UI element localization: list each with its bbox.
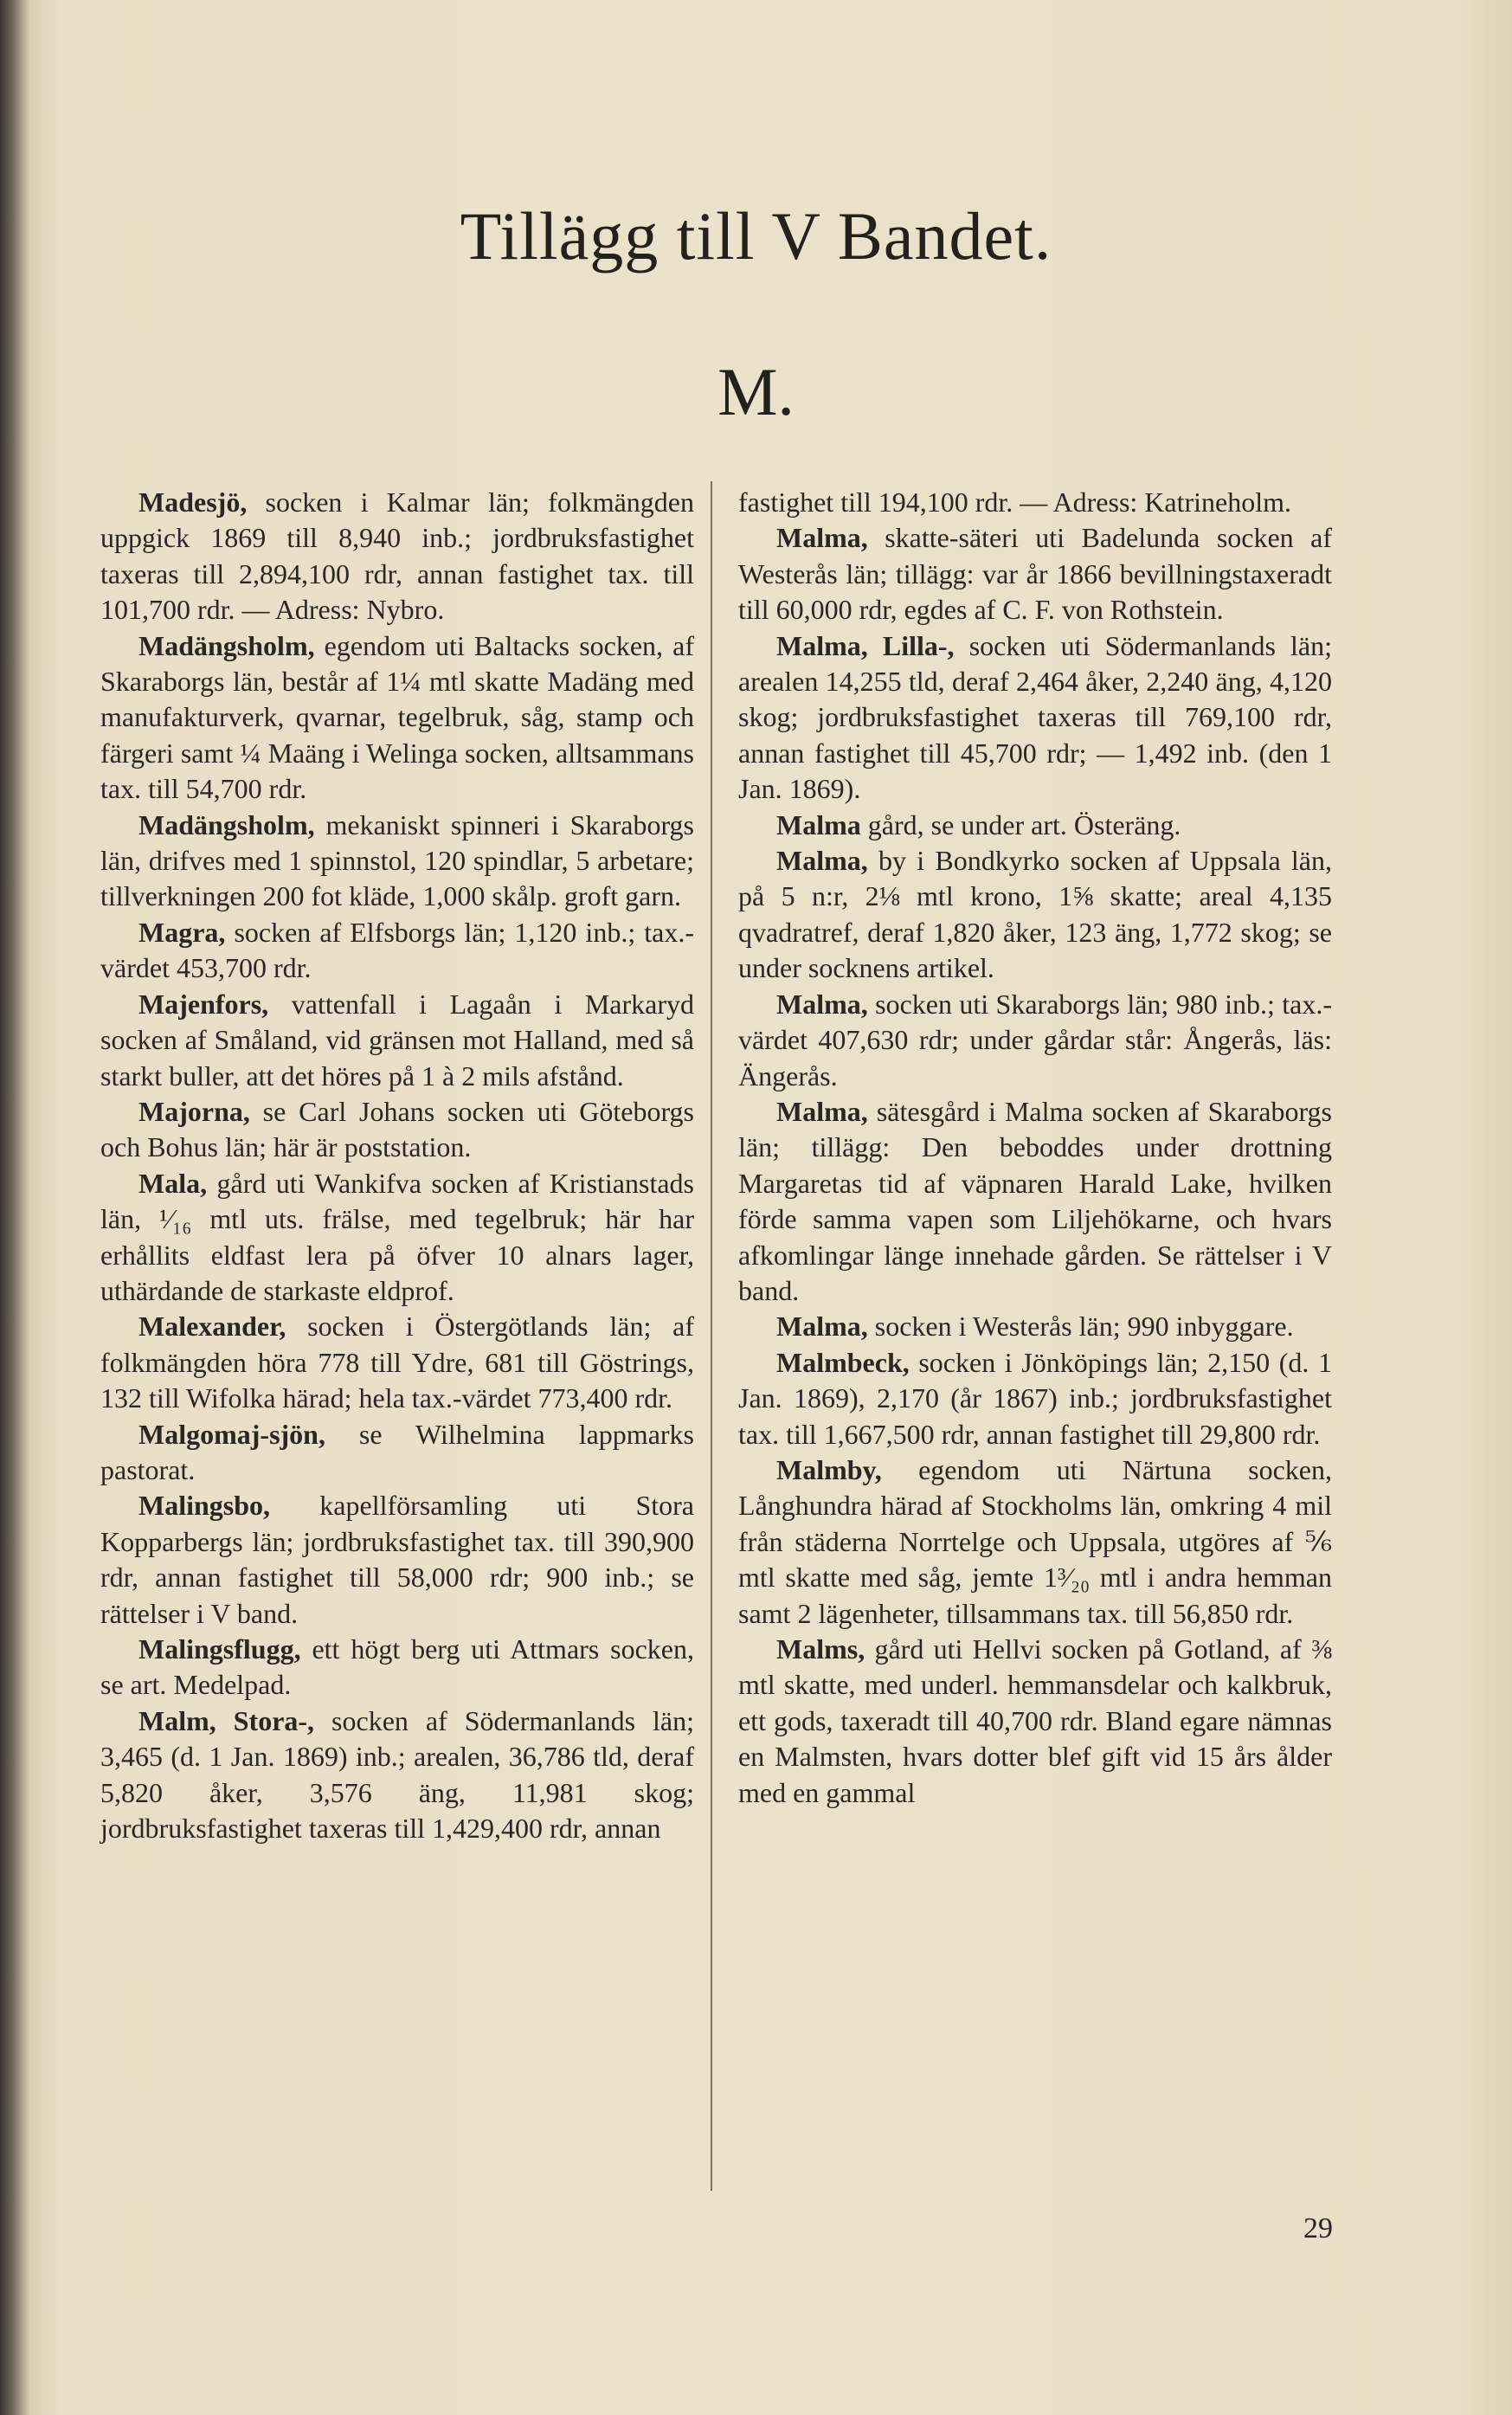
entry (100, 1417, 694, 1489)
entry-headword: Malgomaj-sjön, (138, 1418, 325, 1450)
entry-text: socken i Jönköpings län; 2,150 (d. 1 Jan. 1869), 2,170 (år 1867) inb.; jordbruksfastighet tax. till 1,667,500 rdr, annan fastighet till 29,800 rdr. (738, 1346, 1332, 1450)
entry (100, 987, 694, 1094)
entry (100, 1632, 694, 1703)
entry (738, 987, 1332, 1094)
entry-text: socken af Södermanlands län; 3,465 (d. 1 Jan. 1869) inb.; arealen, 36,786 tld, deraf 5,820 åker, 3,576 äng, 11,981 skog; jordbruksfastighet taxeras till 1,429,400 rdr, annan (100, 1704, 695, 1845)
entry-text: fastighet till 194,100 rdr. — Adress: Katrineholm. (738, 486, 1292, 518)
entry-text: vattenfall i Lagaån i Markaryd socken af Småland, vid gränsen mot Halland, med så starkt buller, att det höres på 1 à 2 mils afstånd. (100, 988, 694, 1092)
entry-text: mekaniskt spinneri i Skaraborgs län, drifves med 1 spinnstol, 120 spindlar, 5 arbetare; tillverkningen 200 fot kläde, 1,000 skålp. groft garn. (100, 808, 694, 912)
entry-headword: Malma (776, 808, 861, 840)
entry-text: socken af Elfsborgs län; 1,120 inb.; tax.-värdet 453,700 rdr. (100, 916, 694, 984)
entry-headword: Malma, Lilla-, (776, 629, 955, 661)
entry (738, 1632, 1332, 1811)
entry (100, 628, 694, 808)
entry-headword: Madängsholm, (138, 629, 315, 661)
entry-text: gård uti Wankifva socken af Kristianstads län, ¹⁄₁₆ mtl uts. frälse, med tegelbruk; här har erhållits eldfast lera på öfver 10 alnars lager, uthärdande de starkaste eldprof. (100, 1167, 694, 1306)
entry-text: se Wilhelmina lappmarks pastorat. (100, 1418, 694, 1485)
entry-headword: Madesjö, (138, 486, 248, 518)
entry-continuation (738, 485, 1332, 520)
entry-text: socken uti Skaraborgs län; 980 inb.; tax.-värdet 407,630 rdr; under gårdar står: Ångerås, läs: Ängerås. (738, 988, 1332, 1092)
entry-headword: Malma, (776, 988, 868, 1020)
entry-headword: Majenfors, (138, 988, 269, 1020)
entry-headword: Malexander, (138, 1311, 286, 1343)
column-divider (711, 481, 712, 2191)
entry-text: sätesgård i Malma socken af Skaraborgs län; tillägg: Den beboddes under drottning Margaretas tid af väpnaren Harald Lake, hvilken förde samma vapen som Liljehökarne, och hvars afkomlingar länge innehade gården. Se rättelser i V band. (738, 1095, 1332, 1306)
entry-text: by i Bondkyrko socken af Uppsala län, på 5 n:r, 2⅛ mtl krono, 1⅝ skatte; areal 4,135 qvadratref, deraf 1,820 åker, 123 äng, 1,772 skog; se under socknens artikel. (738, 845, 1332, 984)
entry-headword: Malma, (776, 845, 868, 877)
entry (100, 1488, 694, 1632)
entry-headword: Mala, (138, 1167, 208, 1199)
entry-headword: Malingsbo, (138, 1490, 271, 1522)
right-column (738, 485, 1332, 1811)
entry-text: ett högt berg uti Attmars socken, se art. Medelpad. (100, 1633, 694, 1701)
page-number: 29 (1303, 2212, 1333, 2244)
entry-headword: Malma, (776, 1311, 868, 1343)
entry (100, 1094, 694, 1166)
entry-headword: Malma, (776, 522, 868, 554)
entry (738, 520, 1332, 628)
entry-text: skatte-säteri uti Badelunda socken af Westerås län; tillägg: var år 1866 bevillningstaxeradt till 60,000 rdr, egdes af C. F. von Rothstein. (738, 522, 1332, 626)
entry-text: egendom uti Baltacks socken, af Skaraborgs län, består af 1¼ mtl skatte Madäng med manufakturverk, qvarnar, tegelbruk, såg, stamp och färgeri samt ¼ Maäng i Welinga socken, alltsammans tax. till 54,700 rdr. (100, 629, 694, 805)
entry (100, 808, 694, 915)
entry-text: socken i Östergötlands län; af folkmängden höra 778 till Ydre, 681 till Göstrings, 132 till Wifolka härad; hela tax.-värdet 773,400 rdr. (100, 1311, 694, 1414)
entry-headword: Malma, (776, 1095, 868, 1127)
entry-headword: Malm, Stora-, (138, 1704, 315, 1736)
entry (100, 1166, 694, 1310)
entry (738, 1452, 1332, 1632)
entry-text: kapellförsamling uti Stora Kopparbergs län; jordbruksfastighet tax. till 390,900 rdr, annan fastighet till 58,000 rdr; 900 inb.; se rättelser i V band. (100, 1490, 694, 1629)
entry (100, 1703, 694, 1847)
entry (100, 915, 694, 987)
entry (738, 1309, 1332, 1344)
entry-headword: Malmby, (776, 1453, 882, 1485)
entry (738, 843, 1332, 987)
entry (738, 1345, 1332, 1452)
entry-text: gård uti Hellvi socken på Gotland, af ⅜ mtl skatte, med underl. hemmansdelar och kalkbruk, ett gods, taxeradt till 40,700 rdr. Bland egare nämnas en Malmsten, hvars dotter blef gift vid 15 års ålder med en gammal (738, 1633, 1332, 1808)
entry (738, 808, 1332, 843)
entry-headword: Malmbeck, (776, 1346, 910, 1378)
section-letter: M. (717, 354, 795, 429)
entry (100, 485, 694, 628)
entry-text: egendom uti Närtuna socken, Långhundra härad af Stockholms län, omkring 4 mil från städerna Norrtelge och Uppsala, utgöres af ⅚ mtl skatte med såg, jemte 1³⁄₂₀ mtl i andra hemman samt 2 lägenheter, tillsammans tax. till 56,850 rdr. (738, 1453, 1332, 1629)
entry (738, 1094, 1332, 1309)
entry-headword: Majorna, (138, 1095, 250, 1127)
entry-headword: Malms, (776, 1633, 865, 1665)
entry-text: socken i Westerås län; 990 inbyggare. (867, 1311, 1294, 1343)
left-column (100, 485, 694, 1846)
page-title: Tillägg till V Bandet. (460, 198, 1052, 274)
entry (738, 628, 1332, 808)
entry-text: se Carl Johans socken uti Göteborgs och Bohus län; här är poststation. (100, 1095, 694, 1163)
entry-text: socken i Kalmar län; folkmängden uppgick 1869 till 8,940 inb.; jordbruksfastighet taxeras till 2,894,100 rdr, annan fastighet tax. till 101,700 rdr. — Adress: Nybro. (100, 486, 694, 626)
entry-headword: Malingsflugg, (138, 1633, 301, 1665)
entry-text: gård, se under art. Österäng. (860, 808, 1181, 840)
entry-text: socken uti Södermanlands län; arealen 14,255 tld, deraf 2,464 åker, 2,240 äng, 4,120 skog; jordbruksfastighet taxeras till 769,100 rdr, annan fastighet till 45,700 rdr; — 1,492 inb. (den 1 Jan. 1869). (738, 629, 1333, 805)
entry-headword: Magra, (138, 916, 226, 948)
entry (100, 1309, 694, 1416)
entry-headword: Madängsholm, (138, 808, 315, 840)
